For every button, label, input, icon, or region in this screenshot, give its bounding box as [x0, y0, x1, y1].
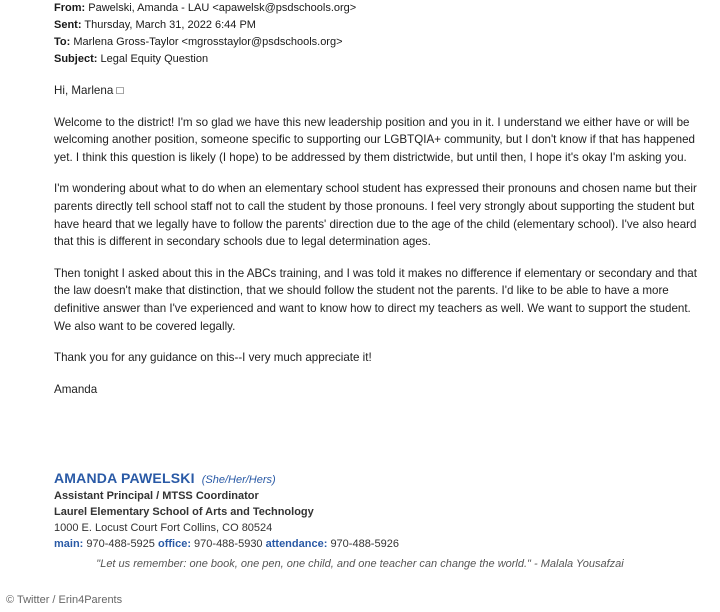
signature-address: 1000 E. Locust Court Fort Collins, CO 80524: [54, 522, 273, 534]
email-signature: [54, 470, 399, 552]
twitter-watermark: © Twitter / Erin4Parents: [6, 594, 123, 606]
to-row: [54, 34, 356, 51]
main-phone-value[interactable]: 970-488-5925: [86, 538, 155, 550]
paragraph-2: I'm wondering about what to do when an elementary school student has expressed their pronouns and chosen name but their parents directly tell school staff not to call the student by those pronouns. I feel very strongly about supporting the student but have heard that we legally have to follow the parents' direction due to the age of the child (elementary school). I've also heard that this is different in secondary schools due to legal determination ages.: [54, 182, 697, 249]
email-header: [54, 0, 356, 68]
signature-pronouns: (She/Her/Hers): [201, 474, 276, 486]
main-phone-label: main:: [54, 538, 84, 550]
signature-phones: [54, 536, 399, 552]
sent-row: [54, 17, 356, 34]
attendance-phone-value[interactable]: 970-488-5926: [330, 538, 399, 550]
to-label: To:: [54, 36, 71, 48]
from-value[interactable]: Pawelski, Amanda - LAU <apawelsk@psdschools.org>: [88, 2, 357, 14]
paragraph-1: Welcome to the district! I'm so glad we have this new leadership position and you in it. I understand we either have or will be welcoming another position, someone specific to supporting our LGBTQIA+ community, but I don't know if that has happened yet. I think this question is likely (I hope) to be addressed by them districtwide, but until then, I hope it's okay I'm asking you.: [54, 115, 695, 164]
subject-row: [54, 51, 356, 68]
signature-quote: "Let us remember: one book, one pen, one child, and one teacher can change the world." - Malala Yousafzai: [96, 558, 624, 570]
subject-value: Legal Equity Question: [100, 53, 209, 65]
signature-school: Laurel Elementary School of Arts and Technology: [54, 506, 314, 518]
office-phone-value[interactable]: 970-488-5930: [194, 538, 263, 550]
office-phone-label: office:: [157, 538, 191, 550]
attendance-phone-label: attendance:: [265, 538, 328, 550]
sent-label: Sent:: [54, 19, 82, 31]
from-row: [54, 0, 356, 17]
greeting: Hi, Marlena □: [54, 84, 124, 97]
from-label: From:: [54, 2, 86, 14]
signature-title: Assistant Principal / MTSS Coordinator: [54, 490, 259, 502]
subject-label: Subject:: [54, 53, 98, 65]
paragraph-3: Then tonight I asked about this in the ABCs training, and I was told it makes no difference if elementary or secondary and that the law doesn't make that distinction, that we should follow the student not the parents. I'd like to be able to have a more definitive answer than I've experienced and want to know how to direct my teachers as well. We want to support the student. We also want to be covered legally.: [54, 266, 697, 333]
signature-name: AMANDA PAWELSKI: [54, 470, 195, 486]
to-value[interactable]: Marlena Gross-Taylor <mgrosstaylor@psdschools.org>: [73, 36, 343, 48]
paragraph-4: Thank you for any guidance on this--I very much appreciate it!: [54, 351, 372, 365]
sent-value: Thursday, March 31, 2022 6:44 PM: [84, 19, 256, 31]
email-body: [54, 82, 709, 412]
signoff: Amanda: [54, 382, 98, 396]
